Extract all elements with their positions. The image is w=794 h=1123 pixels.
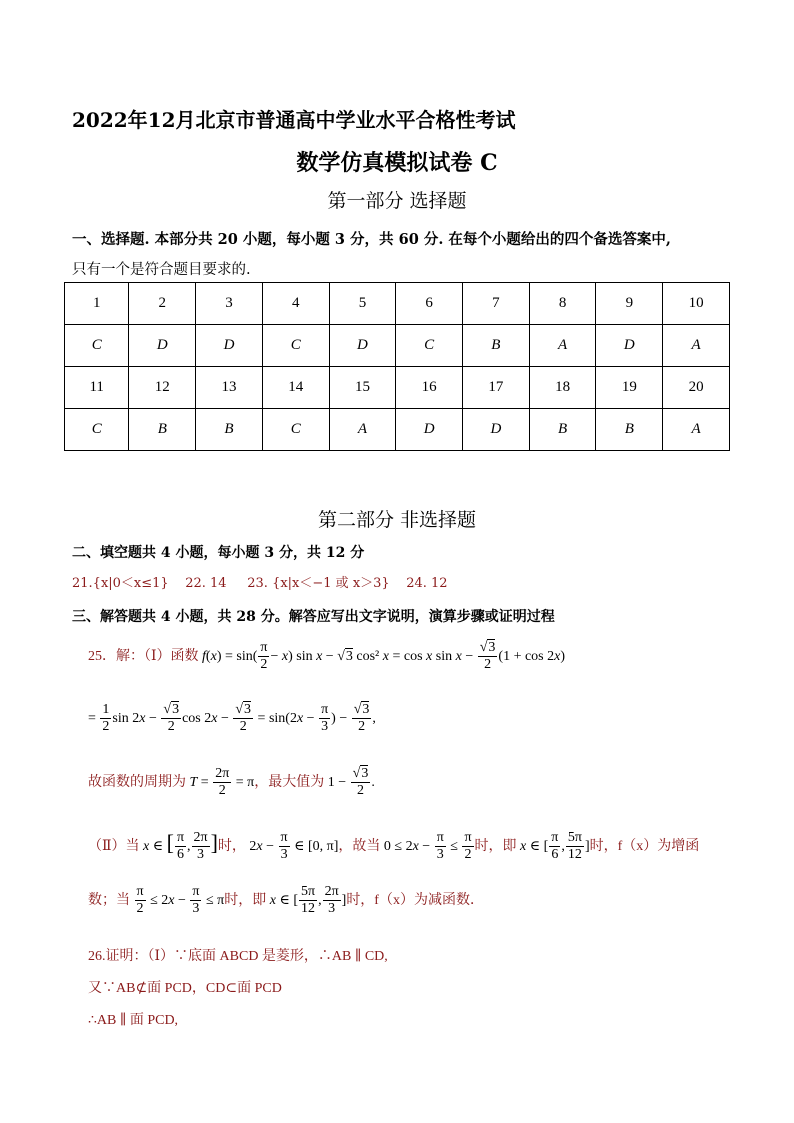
part2-heading: 第二部分 非选择题 bbox=[317, 509, 477, 531]
q26-line2: 又∵AB⊄面 PCD，CD⊂面 PCD bbox=[88, 981, 282, 996]
fill-answer-22: 22. 14 bbox=[185, 576, 227, 591]
question-number-cell: 18 bbox=[529, 367, 596, 409]
q25-lead: 25．解：（Ⅰ）函数 bbox=[88, 648, 199, 664]
question-number-cell: 1 bbox=[65, 283, 129, 325]
answer-letter-cell: A bbox=[529, 325, 596, 367]
answer-letter-cell: D bbox=[463, 409, 530, 451]
q25-formula2: = $\frac{1}{2}$ sin 2x − $\frac{√3}{2}$ cos 2x − $\frac{√3}{2}$ = sin(2x − $\frac{\pi}{3}$ ) − $\frac{√3}{2}$ bbox=[88, 702, 370, 735]
q25-part2-then: 时，即 bbox=[474, 839, 517, 854]
question-number-cell: 15 bbox=[329, 367, 396, 409]
fill-answer-23: 23. {x|x＜−1 或 x＞3} bbox=[247, 576, 390, 591]
question-number-cell: 12 bbox=[129, 367, 196, 409]
answer-letter-cell: A bbox=[663, 409, 730, 451]
question-number-cell: 5 bbox=[329, 283, 396, 325]
q25-part2-ineq2: $\frac{\pi}{2}$ ≤ 2x − $\frac{\pi}{3}$ ≤ π bbox=[136, 884, 225, 917]
question-number-cell: 16 bbox=[396, 367, 463, 409]
answer-letter-cell: C bbox=[396, 325, 463, 367]
q25-formula1: f(x) = sin( $\frac{\pi}{2}$ − x) sin x − √3 cos² x = cos x sin x − $\frac{√3}{2}$ (1 + cos 2x) bbox=[202, 640, 566, 673]
q25-line2-end: , bbox=[372, 710, 376, 726]
fill-answer-21: 21.{x|0＜x≤1} bbox=[72, 576, 169, 591]
answer-letter-cell: B bbox=[529, 409, 596, 451]
q25-max-formula: 1 − $\frac{√3}{2}$ . bbox=[327, 766, 375, 799]
q25-max-text: ，最大值为 bbox=[254, 774, 325, 790]
answer-letter-cell: D bbox=[196, 325, 263, 367]
fill-answer-24: 24. 12 bbox=[406, 576, 448, 591]
q25-part2-so: ，故当 bbox=[338, 839, 381, 854]
q25-part2-line2 bbox=[88, 884, 484, 917]
answer-letter-cell: C bbox=[65, 325, 129, 367]
q25-part2-line2a: 数；当 bbox=[88, 892, 130, 908]
answer-letter-cell: B bbox=[463, 325, 530, 367]
q25-part2-when: 时， bbox=[217, 839, 246, 854]
answer-letter-cell: D bbox=[329, 325, 396, 367]
question-number-cell: 7 bbox=[463, 283, 530, 325]
part1-heading: 第一部分 选择题 bbox=[327, 190, 467, 212]
part1-instruction-line1: 一、选择题. 本部分共 20 小题，每小题 3 分，共 60 分. 在每个小题给出的四个备选答案中, bbox=[72, 231, 671, 248]
question-number-cell: 20 bbox=[663, 367, 730, 409]
answer-letter-cell: D bbox=[596, 325, 663, 367]
question-number-cell: 10 bbox=[663, 283, 730, 325]
part1-instruction-line2: 只有一个是符合题目要求的. bbox=[72, 262, 251, 278]
exam-title: 2022年12月北京市普通高中学业水平合格性考试 bbox=[72, 108, 516, 132]
answer-letter-cell: B bbox=[596, 409, 663, 451]
section2-title: 二、填空题共 4 小题，每小题 3 分，共 12 分 bbox=[72, 545, 365, 561]
q25-line3 bbox=[88, 766, 375, 799]
answer-letter-cell: B bbox=[129, 409, 196, 451]
answer-letter-cell: C bbox=[262, 409, 329, 451]
q25-part2-inc: 时，f（x）为增函 bbox=[589, 839, 700, 854]
answer-letter-cell: D bbox=[396, 409, 463, 451]
q25-part2-lead: （Ⅱ）当 bbox=[88, 839, 140, 854]
question-number-cell: 13 bbox=[196, 367, 263, 409]
question-number-cell: 11 bbox=[65, 367, 129, 409]
answer-table bbox=[64, 282, 730, 451]
question-number-cell: 3 bbox=[196, 283, 263, 325]
q26-line3: ∴AB ∥ 面 PCD, bbox=[88, 1013, 179, 1028]
q25-part2-line1 bbox=[88, 830, 699, 863]
question-number-cell: 9 bbox=[596, 283, 663, 325]
fill-answers bbox=[72, 572, 448, 591]
answer-letter-cell: B bbox=[196, 409, 263, 451]
answer-table-letter-row bbox=[65, 409, 730, 451]
answer-letter-cell: A bbox=[663, 325, 730, 367]
q25-period-formula: T = $\frac{2\pi}{2}$ = π bbox=[189, 766, 255, 799]
question-number-cell: 6 bbox=[396, 283, 463, 325]
question-number-cell: 14 bbox=[262, 367, 329, 409]
question-number-cell: 2 bbox=[129, 283, 196, 325]
section3-title: 三、解答题共 4 小题，共 28 分。解答应写出文字说明，演算步骤或证明过程 bbox=[72, 609, 555, 625]
q25-part2-interval1: x ∈ [ $\frac{\pi}{6}$ , $\frac{2\pi}{3}$ ] bbox=[143, 830, 218, 863]
answer-table-letter-row bbox=[65, 325, 730, 367]
question-number-cell: 8 bbox=[529, 283, 596, 325]
q25-part2-interval3: x ∈ [ $\frac{5\pi}{12}$ , $\frac{2\pi}{3}$ ] bbox=[269, 884, 347, 917]
answer-table-number-row bbox=[65, 367, 730, 409]
answer-letter-cell: C bbox=[65, 409, 129, 451]
q25-line2 bbox=[88, 702, 376, 735]
q25-part2-interval2: x ∈ [ $\frac{\pi}{6}$ , $\frac{5\pi}{12}$ ] bbox=[520, 830, 590, 863]
answer-table-number-row bbox=[65, 283, 730, 325]
question-number-cell: 17 bbox=[463, 367, 530, 409]
question-number-cell: 4 bbox=[262, 283, 329, 325]
q25-part2-line2b: 时，即 bbox=[224, 892, 267, 908]
q25-part2-range: 2x − $\frac{\pi}{3}$ ∈ [0, π] bbox=[249, 830, 339, 863]
exam-subtitle: 数学仿真模拟试卷 C bbox=[296, 150, 498, 176]
q25-part2-line2c: 时，f（x）为减函数． bbox=[346, 892, 484, 908]
q25-part2-ineq1: 0 ≤ 2x − $\frac{\pi}{3}$ ≤ $\frac{\pi}{2}$ bbox=[383, 830, 472, 863]
q25-period-text: 故函数的周期为 bbox=[88, 774, 186, 790]
answer-letter-cell: D bbox=[129, 325, 196, 367]
answer-letter-cell: C bbox=[262, 325, 329, 367]
question-number-cell: 19 bbox=[596, 367, 663, 409]
q26-line1: 26.证明：（Ⅰ）∵底面 ABCD 是菱形，∴AB ∥ CD, bbox=[88, 949, 388, 964]
q25-line1 bbox=[88, 640, 565, 673]
answer-letter-cell: A bbox=[329, 409, 396, 451]
